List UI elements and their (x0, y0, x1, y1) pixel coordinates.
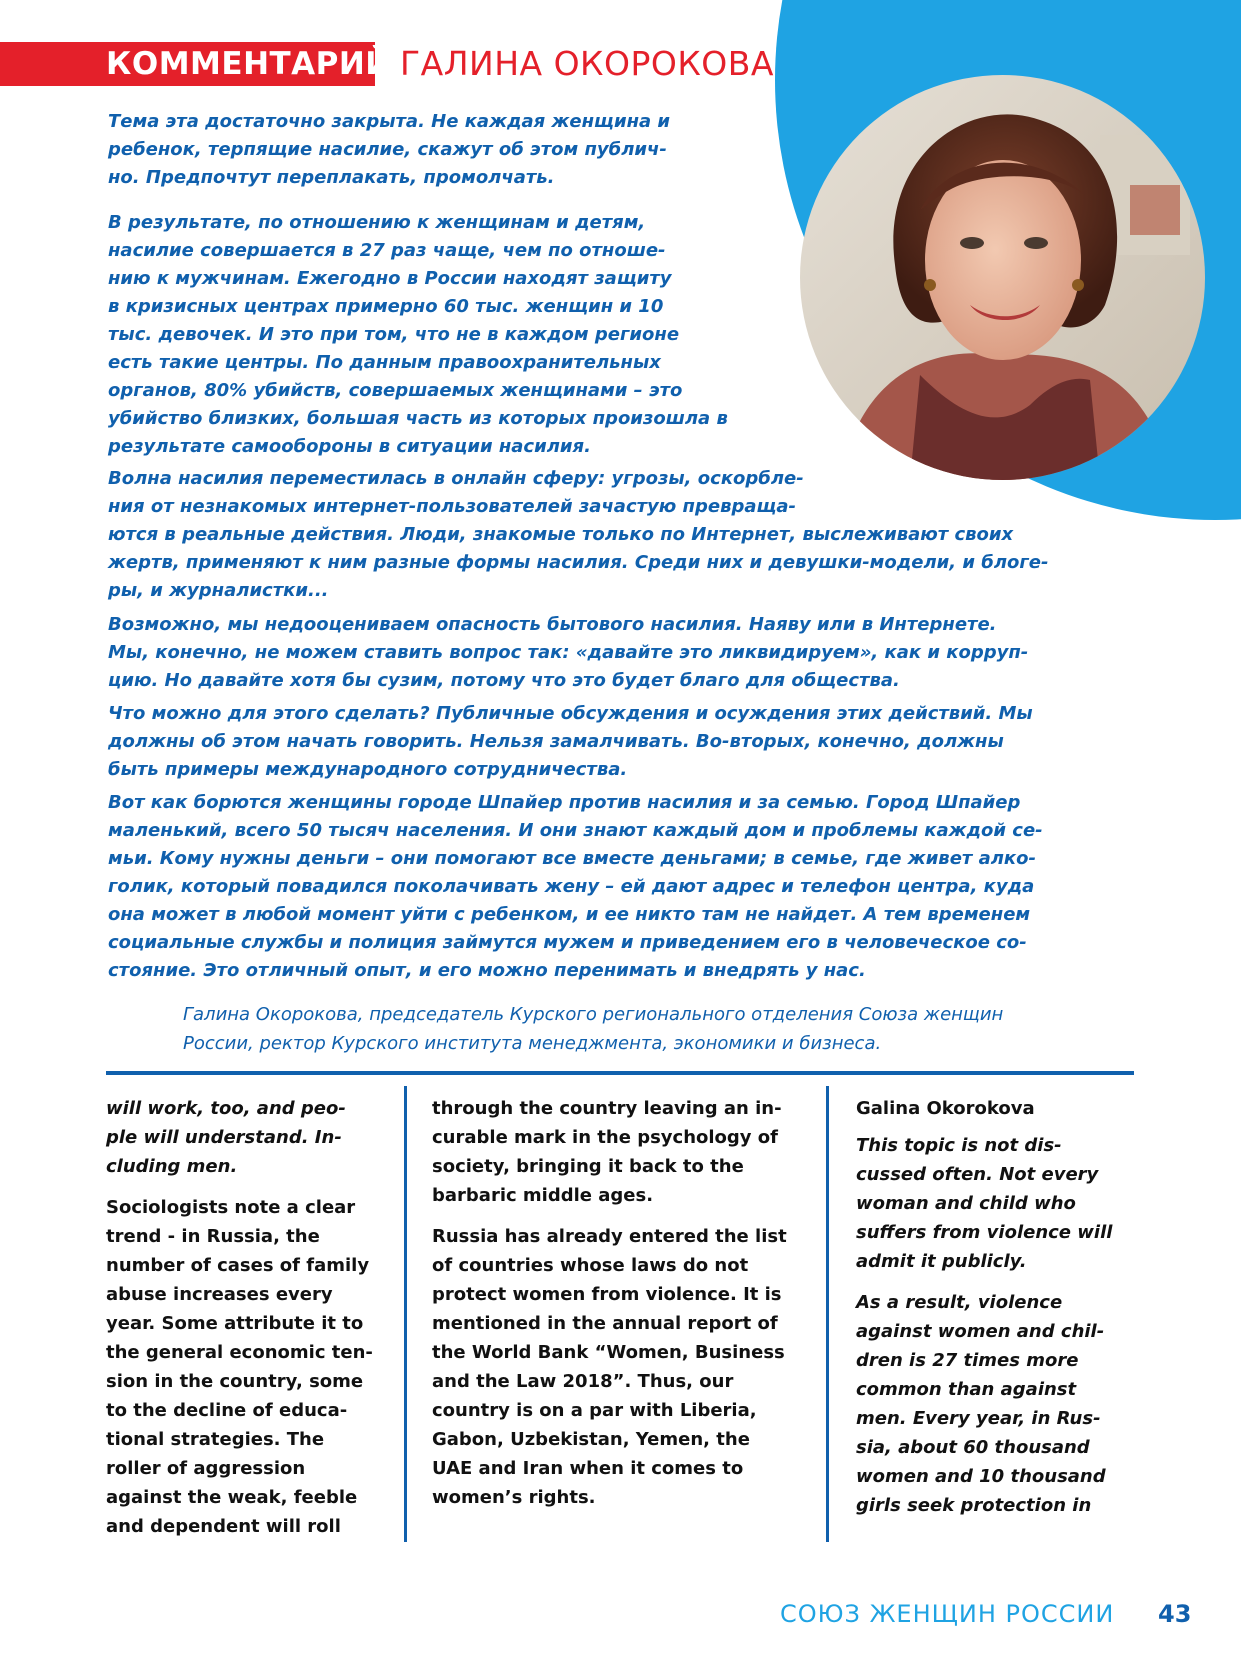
ru-paragraph-3: Волна насилия переместилась в онлайн сферу: угрозы, оскорбле- ния от незнакомых интернет-пользователей зачастую превраща- ются в реальные действия. Люди, знакомые только по Интернет, выслеживают своих жертв, применяют к ним разные формы насилия. Среди них и девушки-модели, и блоге- ры, и журналистки... (108, 468, 1049, 601)
column-divider-2 (826, 1086, 829, 1542)
ru-paragraph-1: Тема эта достаточно закрыта. Не каждая женщина и ребенок, терпящие насилие, скажут об этом публич- но. Предпочтут переплакать, промолчать. (108, 111, 671, 188)
footer-magazine-title: СОЮЗ ЖЕНЩИН РОССИИ (780, 1600, 1115, 1628)
ru-paragraph-4: Возможно, мы недооцениваем опасность бытового насилия. Наяву или в Интернете. Мы, конечно, не можем ставить вопрос так: «давайте это ликвидируем», как и корруп- цию. Но давайте хотя бы сузим, потому что это будет благо для общества. (108, 614, 1029, 691)
section-divider (106, 1071, 1134, 1075)
page-number: 43 (1158, 1600, 1192, 1628)
english-author-name: Galina Okorokova (856, 1098, 1035, 1119)
english-column-2: through the country leaving an in- curable mark in the psychology of society, bringing it back to the barbaric middle ages. Russia has already entered the list of countries whose laws do not protect women from violence. It is mentioned in the annual report of the World Bank “Women, Business and the Law 2018”. Thus, our country is on a par with Liberia, Gabon, Uzbekistan, Yemen, the UAE and Iran when it comes to women’s rights. (432, 1098, 787, 1508)
ru-paragraph-5: Что можно для этого сделать? Публичные обсуждения и осуждения этих действий. Мы должны об этом начать говорить. Нельзя замалчивать. Во-вторых, конечно, должны быть примеры международного сотрудничества. (108, 703, 1033, 780)
english-column-3: Galina Okorokova This topic is not dis- cussed often. Not every woman and child who suffers from violence will admit it publicly. As a result, violence against women and chil- dren is 27 times more common than against men. Every year, in Rus- sia, about 60 thousand women and 10 thousand girls seek protection in (856, 1094, 1134, 1520)
section-label: КОММЕНТАРИЙ (106, 46, 392, 82)
author-name-heading: ГАЛИНА ОКОРОКОВА (400, 44, 774, 83)
portrait-photo (800, 75, 1205, 480)
author-signature: Галина Окорокова, председатель Курского регионального отделения Союза женщин России, ректор Курского института менеджмента, экономики и бизнеса. (183, 1004, 1004, 1054)
ru-paragraph-2: В результате, по отношению к женщинам и детям, насилие совершается в 27 раз чаще, чем по отноше- нию к мужчинам. Ежегодно в России находят защиту в кризисных центрах примерно 60 тыс. женщин и 10 тыс. девочек. И это при том, что не в каждом регионе есть такие центры. По данным правоохранительных органов, 80% убийств, совершаемых женщинами – это убийство близких, большая часть из которых произошла в результате самообороны в ситуации насилия. (108, 212, 728, 457)
column-divider-1 (404, 1086, 407, 1542)
ru-paragraph-6: Вот как борются женщины городе Шпайер против насилия и за семью. Город Шпайер маленький, всего 50 тысяч населения. И они знают каждый дом и проблемы каждой се- мьи. Кому нужны деньги – они помогают все вместе деньгами; в семье, где живет алко- голик, который повадился поколачивать жену – ей дают адрес и телефон центра, куда она может в любой момент уйти с ребенком, и ее никто там не найдет. А тем временем социальные службы и полиция займутся мужем и приведением его в человеческое со- стояние. Это отличный опыт, и его можно перенимать и внедрять у нас. (108, 792, 1043, 981)
english-column-1: will work, too, and peo- ple will understand. In- cluding men. Sociologists note a clear trend - in Russia, the number of cases of family abuse increases every year. Some attribute it to the general economic ten- sion in the country, some to the decline of educa- tional strategies. The roller of aggression against the weak, feeble and dependent will roll (106, 1098, 373, 1537)
